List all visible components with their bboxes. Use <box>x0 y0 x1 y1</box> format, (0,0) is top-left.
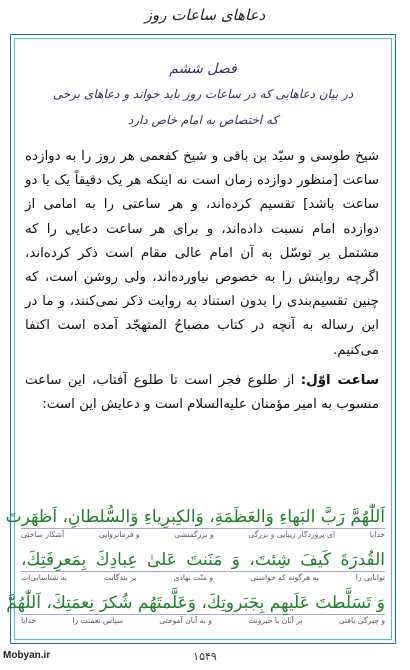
first-hour-label: ساعت اوّل: <box>300 372 379 388</box>
dua-arabic: وَ تَسَلَّطتَ عَلَيهِم بِجَبَروتِكَ، وَعَلَّمتَهُم شُكرَ نِعمَتِكَ، اَللّٰهُمَّ <box>6 593 385 613</box>
translation-word: به شناسایی‌ات <box>21 573 67 582</box>
paragraph-1: شیخ طوسی و سیّد بن باقی و شیخ کفعمی هر روز را به دوازده ساعت [منظور دوازده زمان است نه اینکه هر یک دقیقاً یک یا دو ساعت باشد] تقسیم کرده‌اند، و هر ساعتی را به امامی از دوازده امام نسبت داده‌اند، و برای هر ساعت دعایی را که مشتمل بر توسّل به آن امام عالی مقام است ذکر کرده‌اند، اگرچه روایتش را به خصوص نیاورده‌اند، ولی روشن است، که چنین تقسیم‌بندی را بدون استناد به روایت ذکر نمی‌کنند، و ما در این رساله به آنچه در کتاب مصباحُ المتهجّد آمده است اکتفا می‌کنیم. <box>25 149 379 358</box>
translation-word: بر بندگانت <box>103 573 137 582</box>
dua-arabic: اَللّٰهُمَّ رَبَّ البَهاءِ وَالعَظَمَةِ، وَالكِبرِياءِ وَالسُّلطانِ، اَظهَرتَ <box>5 507 385 527</box>
dua-line-2 <box>21 550 385 582</box>
first-hour-text: از طلوع فجر است تا طلوع آفتاب، این ساعت منسوب به امیر مؤمنان عليه‌السلام است و دعایش این است: <box>25 372 379 413</box>
section-title: فصل ششم <box>169 61 237 77</box>
body-text <box>25 145 379 417</box>
dua-line-3 <box>6 593 385 625</box>
page-header-title: دعاهای ساعات روز <box>144 6 266 24</box>
translation-word: خدایا <box>369 530 385 539</box>
translation-word: و به آنان آموختی <box>159 616 212 625</box>
section-subtitle-2: که اختصاص به امام خاص دارد <box>127 113 279 127</box>
dua-translation <box>21 614 385 625</box>
translation-word: ای پروردگار زیبایی و بزرگی <box>248 530 336 539</box>
dua-translation <box>21 528 385 539</box>
translation-word: و بزرگمنشی <box>174 530 214 539</box>
translation-word: و منّت نهادی <box>173 573 214 582</box>
section-subtitle-1: در بیان دعاهایی که در ساعات روز باید خواند و دعاهای برخی <box>52 87 354 101</box>
translation-word: خدایا <box>21 616 37 625</box>
translation-word: و فرمانروایی <box>98 530 140 539</box>
page-number: ۱۵۴۹ <box>193 650 217 663</box>
translation-word: و چیرگی یافتی <box>338 616 385 625</box>
translation-word: توانایی را <box>355 573 385 582</box>
site-watermark: Mobyan.ir <box>3 650 51 661</box>
dua-arabic: القُدرَةَ كَيفَ شِئتَ، وَ مَنَنتَ عَلىٰ عِبادِكَ بِمَعرِفَتِكَ، <box>21 550 385 570</box>
translation-word: سپاس نعمتت را <box>72 616 124 625</box>
dua-translation <box>21 571 385 582</box>
paragraph-first-hour <box>25 369 379 417</box>
page-inner-border <box>5 38 392 640</box>
translation-word: آشکار ساختی <box>21 530 65 539</box>
translation-word: به هرگونه که خواستی <box>250 573 319 582</box>
translation-word: بر آنان با جبروتت <box>248 616 303 625</box>
page-frame <box>5 34 396 644</box>
dua-line-1 <box>5 507 385 539</box>
